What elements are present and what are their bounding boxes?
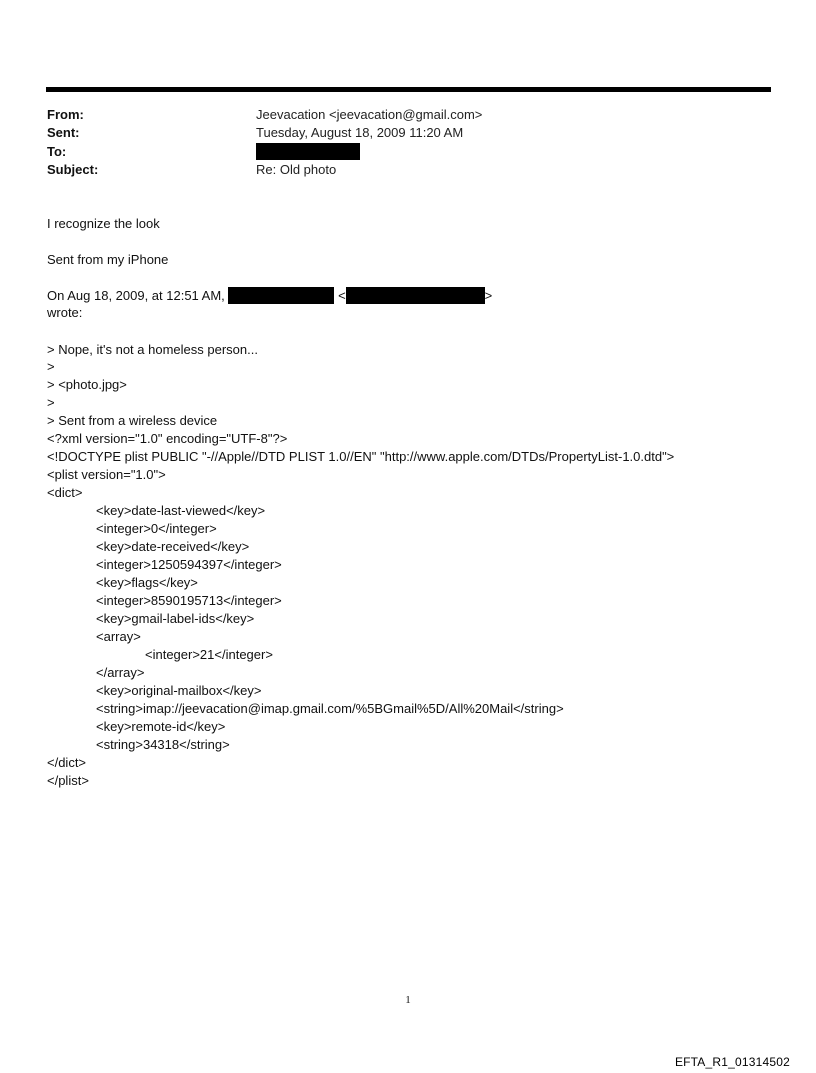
quote-intro-prefix: On Aug 18, 2009, at 12:51 AM, bbox=[47, 288, 225, 303]
quoted-line: > <photo.jpg> bbox=[47, 377, 127, 392]
plist-line: </array> bbox=[96, 665, 145, 680]
plist-line: <array> bbox=[96, 629, 141, 644]
sent-value: Tuesday, August 18, 2009 11:20 AM bbox=[256, 125, 464, 140]
quote-intro bbox=[47, 287, 492, 305]
message-line: I recognize the look bbox=[47, 216, 160, 231]
signature-line: Sent from my iPhone bbox=[47, 252, 169, 267]
plist-line: <plist version="1.0"> bbox=[47, 467, 166, 482]
page-number: 1 bbox=[405, 994, 411, 1006]
plist-line: <!DOCTYPE plist PUBLIC "-//Apple//DTD PLIST 1.0//EN" "http://www.apple.com/DTDs/PropertyList-1.0.dtd"> bbox=[47, 449, 675, 464]
plist-line: </plist> bbox=[47, 773, 89, 788]
plist-line: <integer>8590195713</integer> bbox=[96, 593, 282, 608]
plist-line: <dict> bbox=[47, 485, 83, 500]
plist-line: <key>original-mailbox</key> bbox=[96, 683, 262, 698]
from-value: Jeevacation <jeevacation@gmail.com> bbox=[256, 107, 483, 122]
sent-label: Sent: bbox=[47, 125, 80, 140]
redaction-block bbox=[228, 287, 334, 304]
subject-label: Subject: bbox=[47, 162, 99, 177]
quoted-line: > Nope, it's not a homeless person... bbox=[47, 342, 258, 357]
redaction-block bbox=[256, 143, 360, 160]
plist-line: <key>date-last-viewed</key> bbox=[96, 503, 266, 518]
quote-intro-lt: < bbox=[338, 288, 346, 303]
quoted-line: > Sent from a wireless device bbox=[47, 413, 218, 428]
plist-line: <integer>1250594397</integer> bbox=[96, 557, 282, 572]
plist-line: <?xml version="1.0" encoding="UTF-8"?> bbox=[47, 431, 288, 446]
plist-line: </dict> bbox=[47, 755, 87, 770]
plist-line: <string>34318</string> bbox=[96, 737, 230, 752]
plist-line: <string>imap://jeevacation@imap.gmail.com/%5BGmail%5D/All%20Mail</string> bbox=[96, 701, 564, 716]
bates-number: EFTA_R1_01314502 bbox=[674, 1055, 790, 1069]
to-value bbox=[256, 143, 360, 161]
quoted-line: > bbox=[47, 359, 55, 374]
plist-line: <integer>21</integer> bbox=[145, 647, 273, 662]
plist-line: <key>date-received</key> bbox=[96, 539, 250, 554]
quote-intro-wrote: wrote: bbox=[47, 305, 83, 320]
plist-line: <key>remote-id</key> bbox=[96, 719, 226, 734]
quote-intro-gt: > bbox=[484, 288, 493, 303]
plist-line: <integer>0</integer> bbox=[96, 521, 217, 536]
from-label: From: bbox=[47, 107, 84, 122]
header-rule bbox=[46, 87, 771, 92]
to-label: To: bbox=[47, 144, 67, 159]
subject-value: Re: Old photo bbox=[256, 162, 337, 177]
redaction-block bbox=[346, 287, 485, 304]
quoted-line: > bbox=[47, 395, 55, 410]
plist-line: <key>gmail-label-ids</key> bbox=[96, 611, 255, 626]
plist-line: <key>flags</key> bbox=[96, 575, 198, 590]
